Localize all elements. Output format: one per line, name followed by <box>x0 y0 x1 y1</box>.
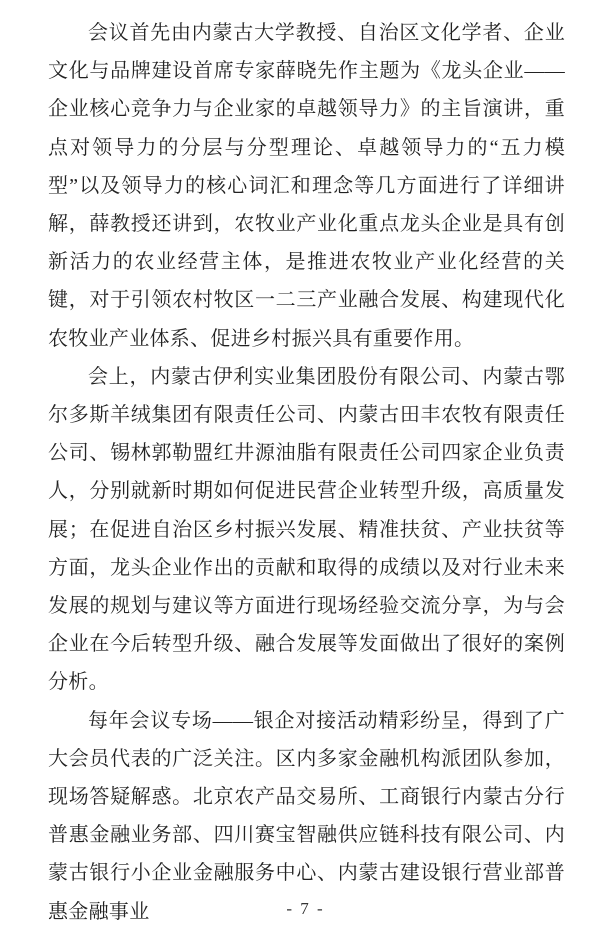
paragraph-3: 每年会议专场——银企对接活动精彩纷呈，得到了广大会员代表的广泛关注。区内多家金融机构派团队参加，现场答疑解惑。北京农产品交易所、工商银行内蒙古分行普惠金融业务部、四川赛宝智融供应链科技有限公司、内蒙古银行小企业金融服务中心、内蒙古建设银行营业部普惠金融事业 <box>48 709 565 923</box>
page-footer <box>0 899 611 919</box>
paragraph-2: 会上，内蒙古伊利实业集团股份有限公司、内蒙古鄂尔多斯羊绒集团有限责任公司、内蒙古田丰农牧有限责任公司、锡林郭勒盟红井源油脂有限责任公司四家企业负责人，分别就新时期如何促进民营企业转型升级，高质量发展；在促进自治区乡村振兴发展、精准扶贫、产业扶贫等方面，龙头企业作出的贡献和取得的成绩以及对行业未来发展的规划与建议等方面进行现场经验交流分享，为与会企业在今后转型升级、融合发展等发面做出了很好的案例分析。 <box>48 365 565 694</box>
document-body <box>48 14 565 931</box>
page-number: - 7 - <box>286 899 325 918</box>
paragraph-1: 会议首先由内蒙古大学教授、自治区文化学者、企业文化与品牌建设首席专家薛晓先作主题为《龙头企业——企业核心竞争力与企业家的卓越领导力》的主旨演讲，重点对领导力的分层与分型理论、卓越领导力的“五力模型”以及领导力的核心词汇和理念等几方面进行了详细讲解，薛教授还讲到，农牧业产业化重点龙头企业是具有创新活力的农业经营主体，是推进农牧业产业化经营的关键，对于引领农村牧区一二三产业融合发展、构建现代化农牧业产业体系、促进乡村振兴具有重要作用。 <box>48 22 565 350</box>
